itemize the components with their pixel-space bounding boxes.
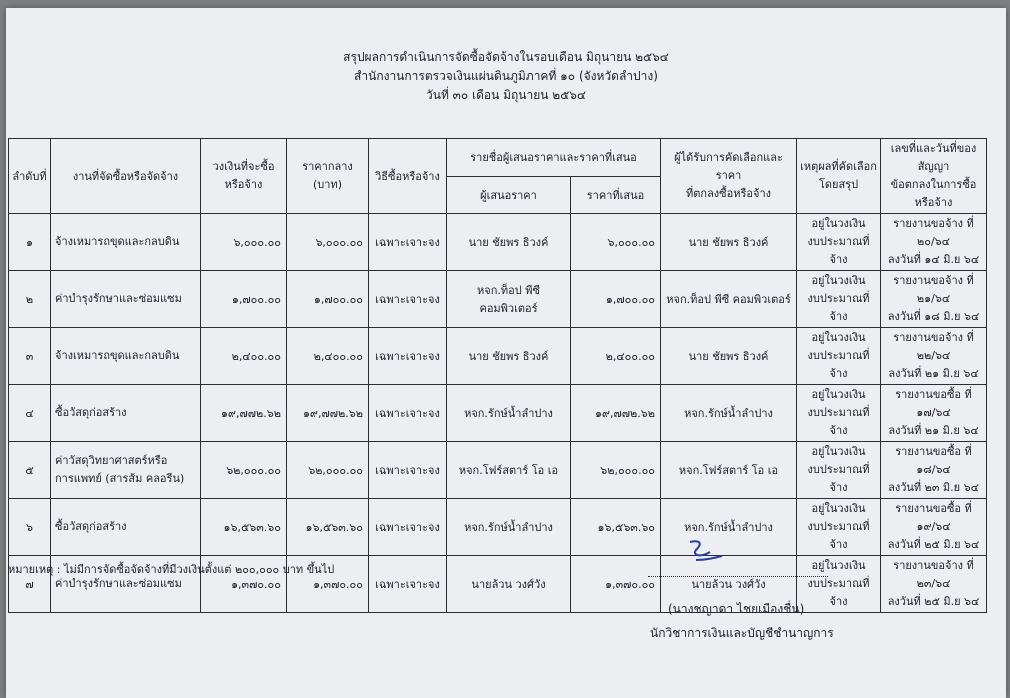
row-method: เฉพาะเจาะจง xyxy=(369,556,447,613)
row-winner: นาย ชัยพร ธิวงค์ xyxy=(661,214,797,271)
col-median-price: ราคากลาง (บาท) xyxy=(287,139,369,214)
row-winner: หจก.รักษ์น้ำลำปาง xyxy=(661,499,797,556)
col-contract: เลขที่และวันที่ของสัญญา ข้อตกลงในการซื้อหรือจ้าง xyxy=(881,139,987,214)
row-bidder: หจก.โฟร์สตาร์ โอ เอ xyxy=(447,442,571,499)
doc-date: วันที่ ๓๐ เดือน มิถุนายน ๒๕๖๔ xyxy=(426,88,586,102)
row-item: ซื้อวัสดุก่อสร้าง xyxy=(51,499,201,556)
row-item: ค่าวัสดุวิทยาศาสตร์หรือ การแพทย์ (สารส้ม คลอรีน) xyxy=(51,442,201,499)
signer-name: (นางชญาดา ไชยเมืองชื่น) xyxy=(668,602,805,616)
row-winner: หจก.ท็อป พีซี คอมพิวเตอร์ xyxy=(661,271,797,328)
row-no: ๖ xyxy=(9,499,51,556)
row-bid-price: ๑๙,๗๗๒.๖๒ xyxy=(571,385,661,442)
col-reason: เหตุผลที่คัดเลือก โดยสรุป xyxy=(797,139,881,214)
col-winner: ผู้ได้รับการคัดเลือกและราคา ที่ตกลงซื้อหรือจ้าง xyxy=(661,139,797,214)
document-page xyxy=(6,8,1006,698)
row-bidder: นาย ชัยพร ธิวงค์ xyxy=(447,328,571,385)
row-no: ๗ xyxy=(9,556,51,613)
table-row xyxy=(9,499,987,556)
row-reason: อยู่ในวงเงิน งบประมาณที่จ้าง xyxy=(797,271,881,328)
table-row xyxy=(9,214,987,271)
row-bidder: นายล้วน วงศ์วัง xyxy=(447,556,571,613)
row-reason: อยู่ในวงเงิน งบประมาณที่จ้าง xyxy=(797,385,881,442)
row-budget: ๑๙,๗๗๒.๖๒ xyxy=(201,385,287,442)
row-method: เฉพาะเจาะจง xyxy=(369,385,447,442)
row-no: ๕ xyxy=(9,442,51,499)
row-budget: ๑๖,๕๖๓.๖๐ xyxy=(201,499,287,556)
row-no: ๒ xyxy=(9,271,51,328)
row-method: เฉพาะเจาะจง xyxy=(369,271,447,328)
row-contract: รายงานขอซื้อ ที่ ๑๙/๖๔ ลงวันที่ ๒๕ มิ.ย ๖๔ xyxy=(881,499,987,556)
row-median-price: ๑๖,๕๖๓.๖๐ xyxy=(287,499,369,556)
row-item: ค่าบำรุงรักษาและซ่อมแซม xyxy=(51,271,201,328)
col-budget: วงเงินที่จะซื้อ หรือจ้าง xyxy=(201,139,287,214)
row-bidder: หจก.ท็อป พีซี คอมพิวเตอร์ xyxy=(447,271,571,328)
row-bid-price: ๖,๐๐๐.๐๐ xyxy=(571,214,661,271)
signature-line xyxy=(648,576,828,577)
col-method: วิธีซื้อหรือจ้าง xyxy=(369,139,447,214)
doc-office: สำนักงานการตรวจเงินแผ่นดินภูมิภาคที่ ๑๐ (จังหวัดลำปาง) xyxy=(354,69,658,83)
row-no: ๔ xyxy=(9,385,51,442)
row-reason: อยู่ในวงเงิน งบประมาณที่จ้าง xyxy=(797,214,881,271)
remark-note: หมายเหตุ : ไม่มีการจัดซื้อจัดจ้างที่มีวงเงินตั้งแต่ ๒๐๐,๐๐๐ บาท ขึ้นไป xyxy=(8,563,335,576)
row-reason: อยู่ในวงเงิน งบประมาณที่จ้าง xyxy=(797,442,881,499)
table-body xyxy=(9,214,987,613)
row-method: เฉพาะเจาะจง xyxy=(369,499,447,556)
row-winner: นาย ชัยพร ธิวงค์ xyxy=(661,328,797,385)
row-winner: หจก.รักษ์น้ำลำปาง xyxy=(661,385,797,442)
table-row xyxy=(9,328,987,385)
table-row xyxy=(9,385,987,442)
row-reason: อยู่ในวงเงิน งบประมาณที่จ้าง xyxy=(797,499,881,556)
row-median-price: ๑,๗๐๐.๐๐ xyxy=(287,271,369,328)
row-bidder: นาย ชัยพร ธิวงค์ xyxy=(447,214,571,271)
row-median-price: ๒,๔๐๐.๐๐ xyxy=(287,328,369,385)
row-contract: รายงานขอจ้าง ที่ ๒๒/๖๔ ลงวันที่ ๒๑ มิ.ย ๖๔ xyxy=(881,328,987,385)
row-budget: ๑,๓๗๐.๐๐ xyxy=(201,556,287,613)
row-winner: หจก.โฟร์สตาร์ โอ เอ xyxy=(661,442,797,499)
col-bidder: ผู้เสนอราคา xyxy=(447,176,571,214)
row-reason: อยู่ในวงเงิน งบประมาณที่จ้าง xyxy=(797,556,881,613)
row-budget: ๖,๐๐๐.๐๐ xyxy=(201,214,287,271)
col-bid-price: ราคาที่เสนอ xyxy=(571,176,661,214)
row-contract: รายงานขอจ้าง ที่ ๒๓/๖๔ ลงวันที่ ๒๕ มิ.ย ๖๔ xyxy=(881,556,987,613)
row-contract: รายงานขอจ้าง ที่ ๒๐/๖๔ ลงวันที่ ๑๔ มิ.ย ๖๔ xyxy=(881,214,987,271)
col-no: ลำดับที่ xyxy=(9,139,51,214)
row-median-price: ๖,๐๐๐.๐๐ xyxy=(287,214,369,271)
row-median-price: ๑,๓๗๐.๐๐ xyxy=(287,556,369,613)
row-bid-price: ๒,๔๐๐.๐๐ xyxy=(571,328,661,385)
row-reason: อยู่ในวงเงิน งบประมาณที่จ้าง xyxy=(797,328,881,385)
table-row xyxy=(9,271,987,328)
row-bidder: หจก.รักษ์น้ำลำปาง xyxy=(447,499,571,556)
row-method: เฉพาะเจาะจง xyxy=(369,214,447,271)
procurement-table xyxy=(8,138,987,613)
col-bidders-group: รายชื่อผู้เสนอราคาและราคาที่เสนอ xyxy=(447,139,661,177)
row-contract: รายงานขอจ้าง ที่ ๒๑/๖๔ ลงวันที่ ๑๘ มิ.ย ๖๔ xyxy=(881,271,987,328)
row-method: เฉพาะเจาะจง xyxy=(369,328,447,385)
row-budget: ๑,๗๐๐.๐๐ xyxy=(201,271,287,328)
table-header-row xyxy=(9,139,987,177)
row-bid-price: ๑,๓๗๐.๐๐ xyxy=(571,556,661,613)
row-budget: ๖๒,๐๐๐.๐๐ xyxy=(201,442,287,499)
row-item: จ้างเหมารถขุดและกลบดิน xyxy=(51,328,201,385)
row-item: ซื้อวัสดุก่อสร้าง xyxy=(51,385,201,442)
row-bidder: หจก.รักษ์น้ำลำปาง xyxy=(447,385,571,442)
row-budget: ๒,๔๐๐.๐๐ xyxy=(201,328,287,385)
row-contract: รายงานขอซื้อ ที่ ๑๘/๖๔ ลงวันที่ ๒๓ มิ.ย ๖๔ xyxy=(881,442,987,499)
doc-title: สรุปผลการดำเนินการจัดซื้อจัดจ้างในรอบเดือน มิถุนายน ๒๕๖๔ xyxy=(343,50,669,64)
row-median-price: ๑๙,๗๗๒.๖๒ xyxy=(287,385,369,442)
row-no: ๓ xyxy=(9,328,51,385)
row-method: เฉพาะเจาะจง xyxy=(369,442,447,499)
row-contract: รายงานขอซื้อ ที่ ๑๗/๖๔ ลงวันที่ ๒๑ มิ.ย ๖๔ xyxy=(881,385,987,442)
signer-position: นักวิชาการเงินและบัญชีชำนาญการ xyxy=(650,626,834,640)
row-bid-price: ๑๖,๕๖๓.๖๐ xyxy=(571,499,661,556)
row-item: จ้างเหมารถขุดและกลบดิน xyxy=(51,214,201,271)
row-winner: นายล้วน วงศ์วัง xyxy=(661,556,797,613)
table-row xyxy=(9,442,987,499)
row-no: ๑ xyxy=(9,214,51,271)
col-item: งานที่จัดซื้อหรือจัดจ้าง xyxy=(51,139,201,214)
signature-mark-icon xyxy=(684,538,728,568)
row-bid-price: ๖๒,๐๐๐.๐๐ xyxy=(571,442,661,499)
row-bid-price: ๑,๗๐๐.๐๐ xyxy=(571,271,661,328)
row-median-price: ๖๒,๐๐๐.๐๐ xyxy=(287,442,369,499)
row-item: ค่าบำรุงรักษาและซ่อมแซม xyxy=(51,556,201,613)
